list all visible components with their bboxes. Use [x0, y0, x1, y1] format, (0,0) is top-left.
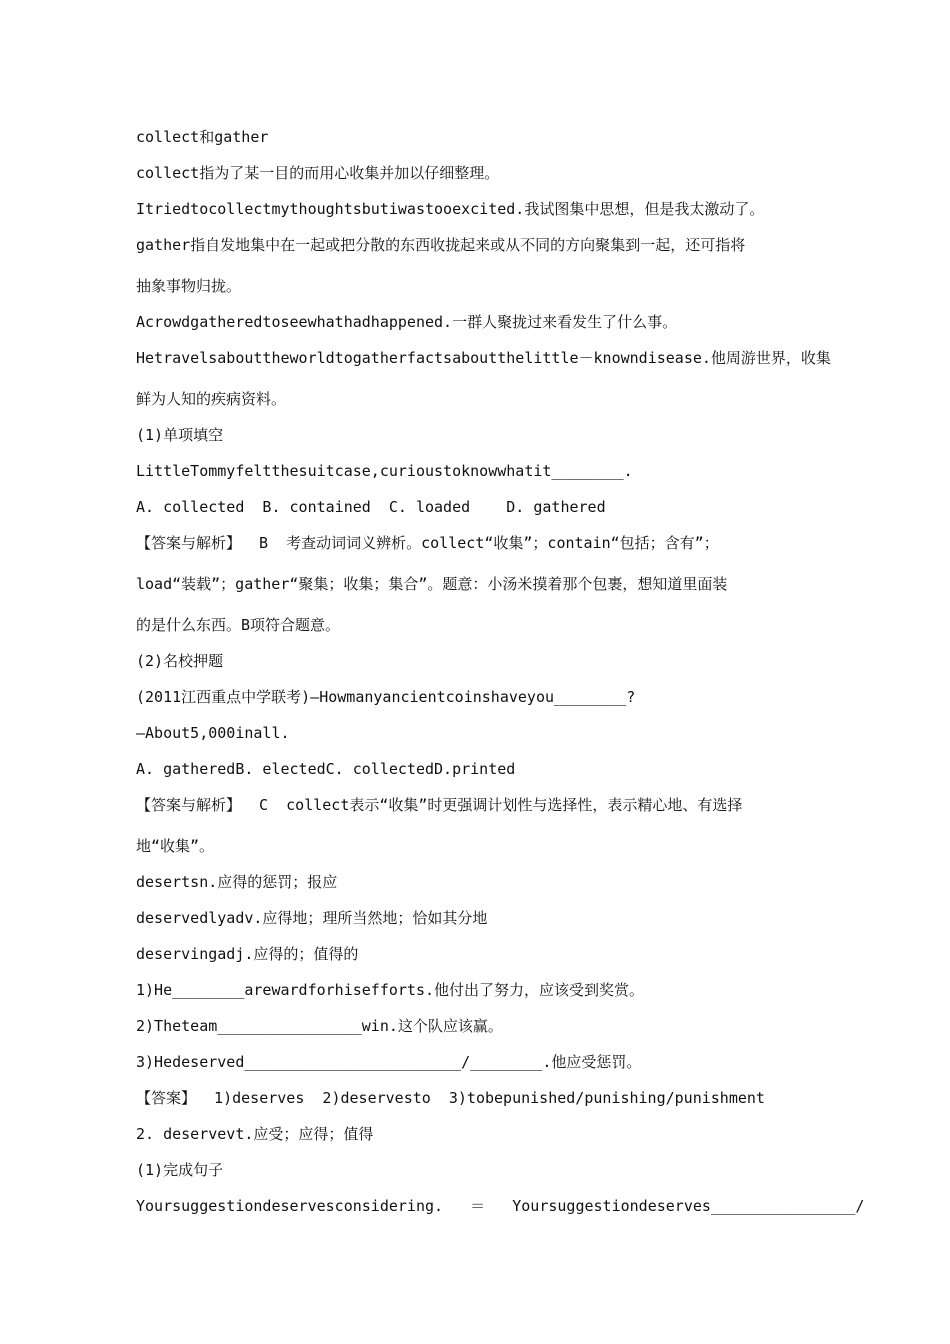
text-line: collect和gather	[136, 128, 269, 146]
text-line: 【答案与解析】 B 考查动词词义辨析。collect“收集”；contain“包括；含有”；	[136, 534, 719, 552]
text-line: (2)名校押题	[136, 652, 224, 670]
text-line: (2011江西重点中学联考)—Howmanyancientcoinshaveyou________?	[136, 688, 636, 706]
text-line: 2. deservevt.应受；应得；值得	[136, 1125, 374, 1143]
text-line: deservingadj.应得的；值得的	[136, 945, 359, 963]
text-line: (1)完成句子	[136, 1161, 224, 1179]
text-line: Itriedtocollectmythoughtsbutiwastooexcited.我试图集中思想，但是我太激动了。	[136, 200, 765, 218]
text-line: gather指自发地集中在一起或把分散的东西收拢起来或从不同的方向聚集到一起，还可指将	[136, 236, 746, 254]
text-line: A. collected B. contained C. loaded D. gathered	[136, 498, 606, 516]
text-line: 地“收集”。	[136, 837, 215, 855]
text-line: deservedlyadv.应得地；理所当然地；恰如其分地	[136, 909, 488, 927]
text-line: 1)He________arewardforhisefforts.他付出了努力，应该受到奖赏。	[136, 981, 645, 999]
text-line: 3)Hedeserved________________________/________.他应受惩罚。	[136, 1053, 642, 1071]
text-line: LittleTommyfeltthesuitcase,curioustoknowwhatit________.	[136, 462, 633, 480]
text-line: 抽象事物归拢。	[136, 277, 242, 295]
text-line: 【答案】 1)deserves 2)deservesto 3)tobepunished/punishing/punishment	[136, 1089, 765, 1107]
text-line: Acrowdgatheredtoseewhathadhappened.一群人聚拢过来看发生了什么事。	[136, 313, 678, 331]
text-line: A. gatheredB. electedC. collectedD.printed	[136, 760, 516, 778]
text-line: —About5,000inall.	[136, 724, 290, 742]
text-line: Hetravelsabouttheworldtogatherfactsaboutthelittle－knowndisease.他周游世界，收集	[136, 349, 831, 367]
text-line: Yoursuggestiondeservesconsidering. ＝ Yoursuggestiondeserves________________/	[136, 1197, 865, 1215]
text-line: collect指为了某一目的而用心收集并加以仔细整理。	[136, 164, 500, 182]
text-line: 2)Theteam________________win.这个队应该赢。	[136, 1017, 503, 1035]
text-line: 的是什么东西。B项符合题意。	[136, 616, 341, 634]
text-line: load“装载”；gather“聚集；收集；集合”。题意：小汤米摸着那个包裹，想知道里面装	[136, 575, 728, 593]
text-line: 鲜为人知的疾病资料。	[136, 390, 287, 408]
text-line: (1)单项填空	[136, 426, 224, 444]
text-line: desertsn.应得的惩罚；报应	[136, 873, 338, 891]
text-line: 【答案与解析】 C collect表示“收集”时更强调计划性与选择性，表示精心地、有选择	[136, 796, 743, 814]
